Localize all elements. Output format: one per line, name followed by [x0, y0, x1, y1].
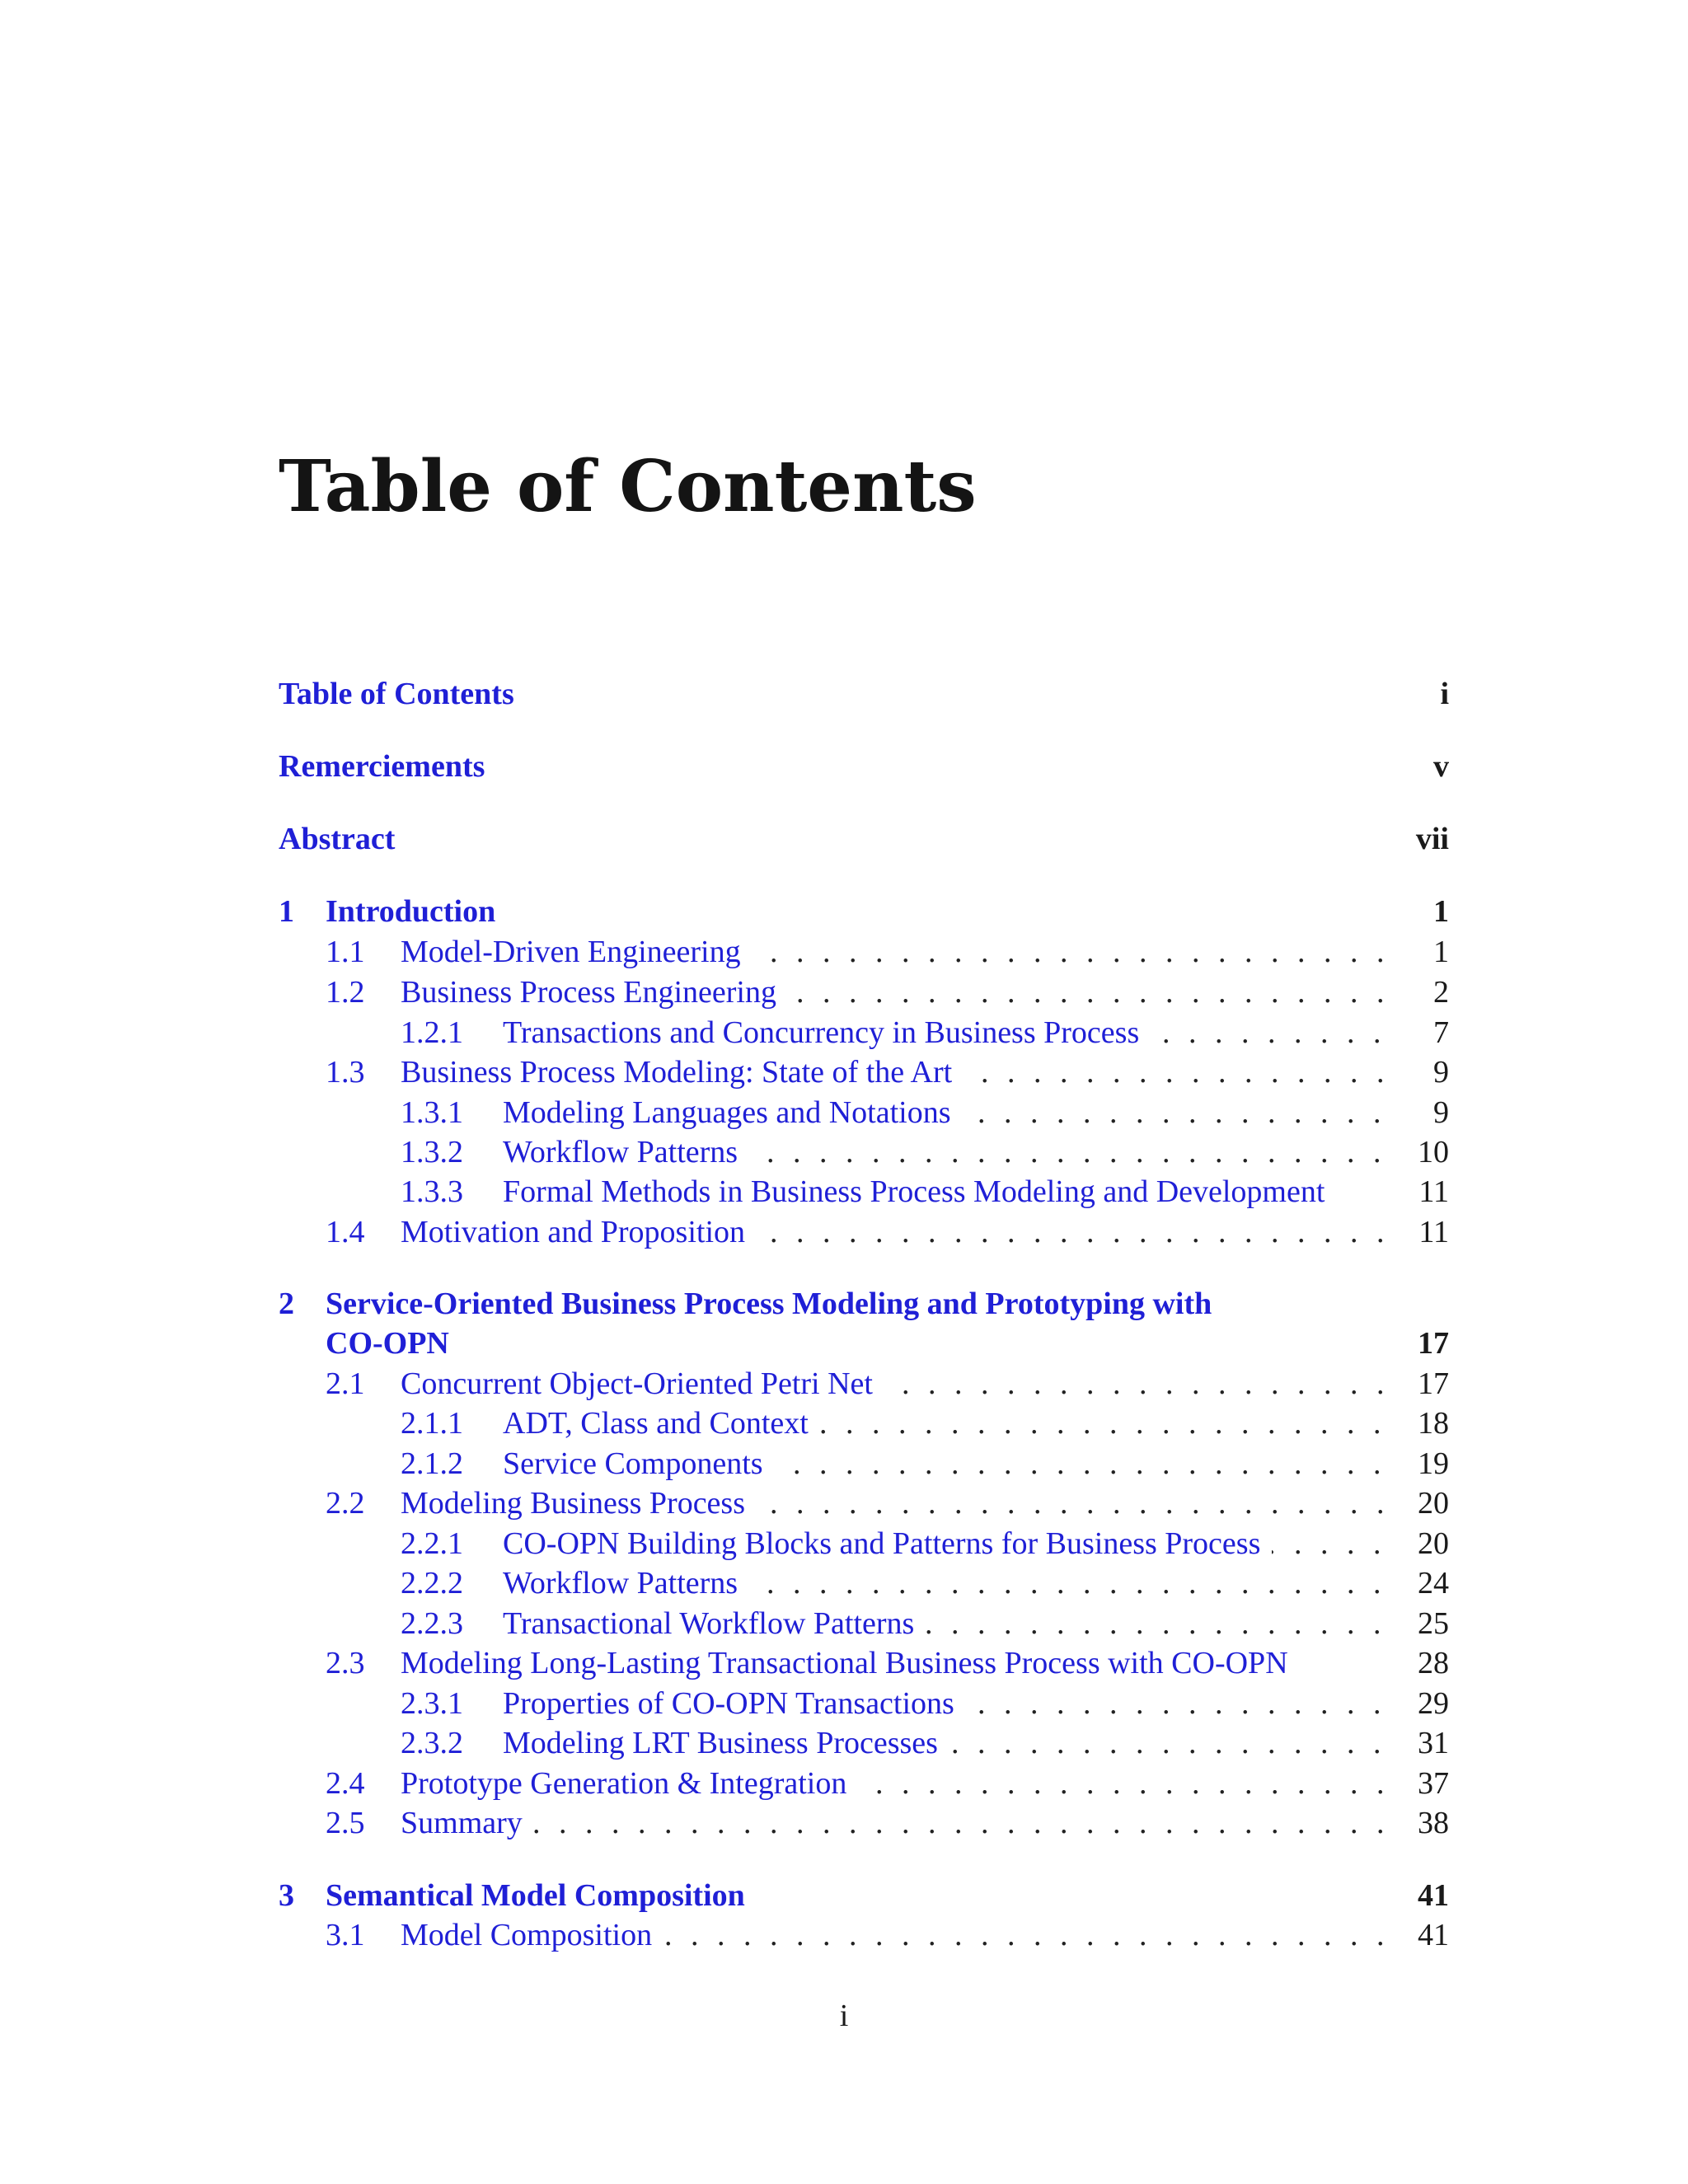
toc-entry-label[interactable]: Business Process Engineering [401, 972, 788, 1012]
toc-entry-page: 37 [1418, 1766, 1449, 1801]
toc-section-1-2[interactable] [279, 972, 1449, 1012]
toc-entry-page: 38 [1418, 1806, 1449, 1840]
toc-entry-page: 11 [1418, 1174, 1449, 1209]
toc-entry-page: 28 [1418, 1646, 1449, 1680]
toc-entry-label[interactable]: Prototype Generation & Integration [401, 1764, 858, 1803]
toc-chapter-1[interactable] [279, 892, 1449, 931]
toc-entry-number[interactable]: 2.1.1 [401, 1406, 463, 1441]
toc-subsection-2-2-3[interactable] [279, 1604, 1449, 1643]
toc-entry-label[interactable]: Model Composition [401, 1915, 663, 1955]
toc-entry-label[interactable]: Introduction [326, 892, 507, 931]
toc-entry-label[interactable]: Business Process Modeling: State of the Art [401, 1052, 964, 1092]
toc-entry-number[interactable]: 1.3.1 [401, 1095, 463, 1130]
toc-entry-label[interactable]: Motivation and Proposition [401, 1212, 757, 1252]
toc-entry-number[interactable]: 1.4 [326, 1215, 365, 1249]
toc-entry-page: 1 [1433, 894, 1449, 929]
toc-entry-page: 17 [1418, 1326, 1449, 1361]
toc-entry-number[interactable]: 2.2.3 [401, 1606, 463, 1641]
toc-entry-label[interactable]: Service-Oriented Business Process Modeling and Prototyping with [326, 1284, 1223, 1324]
toc-entry-page: 41 [1418, 1878, 1449, 1913]
toc-entry-number[interactable]: 1.3 [326, 1055, 365, 1090]
toc-entry-number[interactable]: 2.2.1 [401, 1526, 463, 1561]
toc-chapter-2-continued[interactable] [279, 1324, 1449, 1363]
toc-entry-number[interactable]: 2 [279, 1286, 294, 1321]
toc-entry-label[interactable]: Formal Methods in Business Process Modeling and Development [503, 1172, 1336, 1212]
toc-entry-page: i [1440, 677, 1449, 711]
toc-subsection-2-2-1[interactable] [279, 1524, 1449, 1563]
toc-section-3-1[interactable] [279, 1915, 1449, 1955]
toc-entry-label[interactable]: Workflow Patterns [503, 1563, 749, 1603]
toc-section-2-1[interactable] [279, 1364, 1449, 1404]
toc-entry-page: 24 [1418, 1566, 1449, 1601]
toc-subsection-2-2-2[interactable] [279, 1563, 1449, 1603]
toc-entry-label[interactable]: Model-Driven Engineering [401, 932, 753, 972]
toc-entry-page: 29 [1418, 1686, 1449, 1721]
toc-entry-number[interactable]: 2.3 [326, 1646, 365, 1680]
toc-entry-number[interactable]: 2.2 [326, 1486, 365, 1521]
footer-page-number: i [839, 1999, 849, 2033]
toc-entry-number[interactable]: 1.3.3 [401, 1174, 463, 1209]
toc-entry-number[interactable]: 1.2.1 [401, 1015, 463, 1050]
toc-entry-label[interactable]: Semantical Model Composition [326, 1876, 757, 1915]
toc-entry-label[interactable]: Modeling Long-Lasting Transactional Business Process with CO-OPN [401, 1643, 1300, 1683]
toc-subsection-1-3-2[interactable] [279, 1132, 1449, 1172]
toc-entry-label[interactable]: ADT, Class and Context [503, 1404, 820, 1443]
toc-entry-number[interactable]: 2.4 [326, 1766, 365, 1801]
toc-entry-page: 25 [1418, 1606, 1449, 1641]
toc-subsection-1-3-1[interactable] [279, 1093, 1449, 1132]
toc-subsection-2-1-2[interactable] [279, 1444, 1449, 1483]
toc-entry-page: 7 [1433, 1015, 1449, 1050]
toc-entry-page: 19 [1418, 1446, 1449, 1481]
toc-entry-page: 9 [1433, 1095, 1449, 1130]
toc-entry-page: 11 [1418, 1215, 1449, 1249]
toc-entry-page: v [1433, 749, 1449, 784]
toc-subsection-2-3-2[interactable] [279, 1723, 1449, 1763]
toc-entry-label[interactable]: Modeling LRT Business Processes [503, 1723, 950, 1763]
toc-entry-number[interactable]: 2.2.2 [401, 1566, 463, 1601]
toc-entry-number[interactable]: 2.1.2 [401, 1446, 463, 1481]
toc-entry-page: 1 [1433, 935, 1449, 969]
toc-subsection-2-1-1[interactable] [279, 1404, 1449, 1443]
toc-entry-label[interactable]: CO-OPN Building Blocks and Patterns for Business Process [503, 1524, 1272, 1563]
toc-entry-number[interactable]: 2.1 [326, 1366, 365, 1401]
page-title: Table of Contents [279, 445, 977, 528]
toc-entry-label[interactable]: Properties of CO-OPN Transactions [503, 1684, 966, 1723]
toc-section-2-3[interactable] [279, 1643, 1449, 1683]
toc-entry-page: 9 [1433, 1055, 1449, 1090]
toc-entry-table-of-contents[interactable] [279, 674, 1449, 714]
toc-entry-number[interactable]: 1.1 [326, 935, 365, 969]
toc-entry-number[interactable]: 2.5 [326, 1806, 365, 1840]
toc-section-1-3[interactable] [279, 1052, 1449, 1092]
toc-section-1-4[interactable] [279, 1212, 1449, 1252]
toc-entry-page: 20 [1418, 1486, 1449, 1521]
leader-dots [401, 1803, 1388, 1843]
toc-chapter-3[interactable] [279, 1876, 1449, 1915]
toc-entry-label[interactable]: Table of Contents [279, 674, 526, 714]
toc-entry-number[interactable]: 1 [279, 894, 294, 929]
toc-entry-remerciements[interactable] [279, 747, 1449, 786]
toc-entry-page: 18 [1418, 1406, 1449, 1441]
toc-chapter-2[interactable] [279, 1284, 1449, 1324]
toc-entry-label[interactable]: Transactional Workflow Patterns [503, 1604, 926, 1643]
toc-entry-label[interactable]: Modeling Languages and Notations [503, 1093, 963, 1132]
toc-entry-page: 20 [1418, 1526, 1449, 1561]
toc-entry-number[interactable]: 2.3.2 [401, 1726, 463, 1760]
toc-entry-label[interactable]: Remerciements [279, 747, 496, 786]
toc-entry-number[interactable]: 3.1 [326, 1918, 365, 1952]
toc-entry-number[interactable]: 2.3.1 [401, 1686, 463, 1721]
toc-section-1-1[interactable] [279, 932, 1449, 972]
toc-entry-page: 10 [1418, 1135, 1449, 1169]
toc-entry-page: vii [1415, 822, 1449, 856]
toc-entry-label[interactable]: Workflow Patterns [503, 1132, 749, 1172]
toc-section-2-4[interactable] [279, 1764, 1449, 1803]
toc-entry-number[interactable]: 1.3.2 [401, 1135, 463, 1169]
toc-entry-number[interactable]: 1.2 [326, 975, 365, 1010]
toc-entry-label[interactable]: Transactions and Concurrency in Business Process [503, 1013, 1151, 1052]
toc-subsection-1-3-3[interactable] [279, 1172, 1449, 1212]
toc-entry-label-continued[interactable]: CO-OPN [326, 1324, 461, 1363]
toc-entry-page: 31 [1418, 1726, 1449, 1760]
toc-section-2-5[interactable] [279, 1803, 1449, 1843]
toc-entry-label[interactable]: Concurrent Object-Oriented Petri Net [401, 1364, 884, 1404]
toc-entry-label[interactable]: Abstract [279, 819, 406, 859]
toc-entry-label[interactable]: Service Components [503, 1444, 775, 1483]
toc-subsection-1-2-1[interactable] [279, 1013, 1449, 1052]
toc-entry-page: 2 [1433, 975, 1449, 1010]
toc-subsection-2-3-1[interactable] [279, 1684, 1449, 1723]
toc-section-2-2[interactable] [279, 1483, 1449, 1523]
toc-entry-page: 41 [1418, 1918, 1449, 1952]
toc-entry-label[interactable]: Modeling Business Process [401, 1483, 757, 1523]
toc-entry-number[interactable]: 3 [279, 1878, 294, 1913]
toc-entry-label[interactable]: Summary [401, 1803, 534, 1843]
toc-entry-page: 17 [1418, 1366, 1449, 1401]
toc-entry-abstract[interactable] [279, 819, 1449, 859]
